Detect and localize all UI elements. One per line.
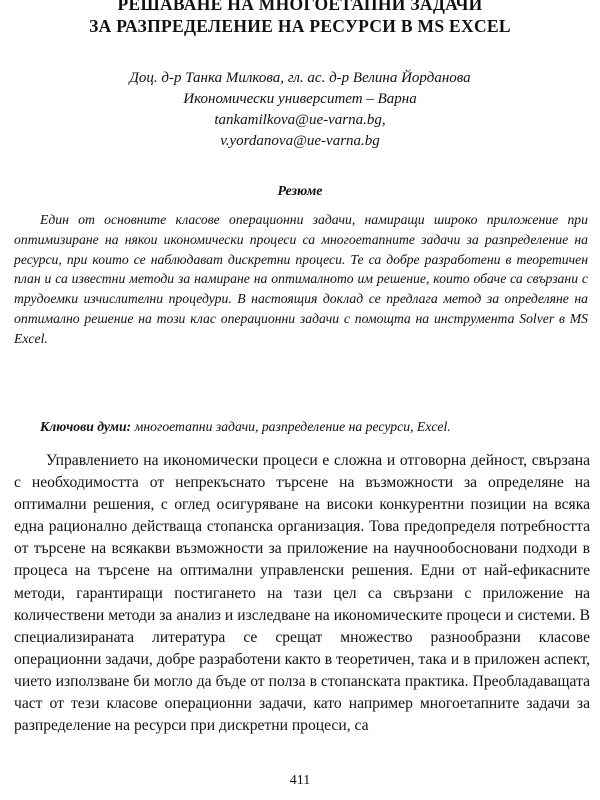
abstract-text: Един от основните класове операционни задачи, намиращи широко приложение при оптимизиране на някои икономически процеси са многоетапните задачи за разпределение на ресурси, при които се наблюдават дискретни процеси. Те са добре разработени в теоретичен план и са известни методи за намиране на оптималното им решение, които обаче са свързани с трудоемки изчислителни процедури. В настоящия доклад се предлага метод за определяне на оптимално решение на този клас операционни задачи с помощта на инструмента Solver в MS Excel. xyxy=(14,212,588,346)
page-number: 411 xyxy=(289,773,311,788)
abstract-heading: Резюме xyxy=(277,184,323,199)
author-email-2: v.yordanova@ue-varna.bg xyxy=(220,133,380,149)
paper-title-line-2: ЗА РАЗПРЕДЕЛЕНИЕ НА РЕСУРСИ В MS EXCEL xyxy=(89,16,511,36)
keywords-line xyxy=(40,417,590,436)
author-email-1: tankamilkova@ue-varna.bg, xyxy=(214,112,386,128)
author-names: Доц. д-р Танка Милкова, гл. ас. д-р Велина Йорданова xyxy=(129,70,471,86)
keywords-text: многоетапни задачи, разпределение на ресурси, Excel. xyxy=(131,419,451,434)
keywords-label: Ключови думи: xyxy=(40,419,132,434)
author-affiliation: Икономически университет – Варна xyxy=(183,91,417,107)
paper-title-line-1: РЕШАВАНЕ НА МНОГОЕТАПНИ ЗАДАЧИ xyxy=(117,0,483,14)
body-paragraph: Управлението на икономически процеси е сложна и отговорна дейност, свързана с необходимостта от непрекъснато търсене на възможности за определяне на оптимални решения, с оглед осигуряване на високи конкурентни позиции на всяка една рационално действаща стопанска организация. Това предопределя потребността от търсене на всякакви възможности за приложение на научнообосновани подходи в процеса на търсене на оптимални управленски решения. Едни от най-ефикасните методи, гарантиращи постигането на тази цел са свързани с приложение на количествени методи за анализ и изследване на икономическите процеси и системи. В специализираната литература се срещат множество разнообразни класове операционни задачи, добре разработени както в теоретичен, така и в приложен аспект, чието използване би могло да бъде от полза в стопанската практика. Преобладаващата част от тези класове операционни задачи, като например многоетапните задачи за разпределение на ресурси при дискретни процеси, са xyxy=(14,452,590,735)
author-block xyxy=(0,68,600,152)
